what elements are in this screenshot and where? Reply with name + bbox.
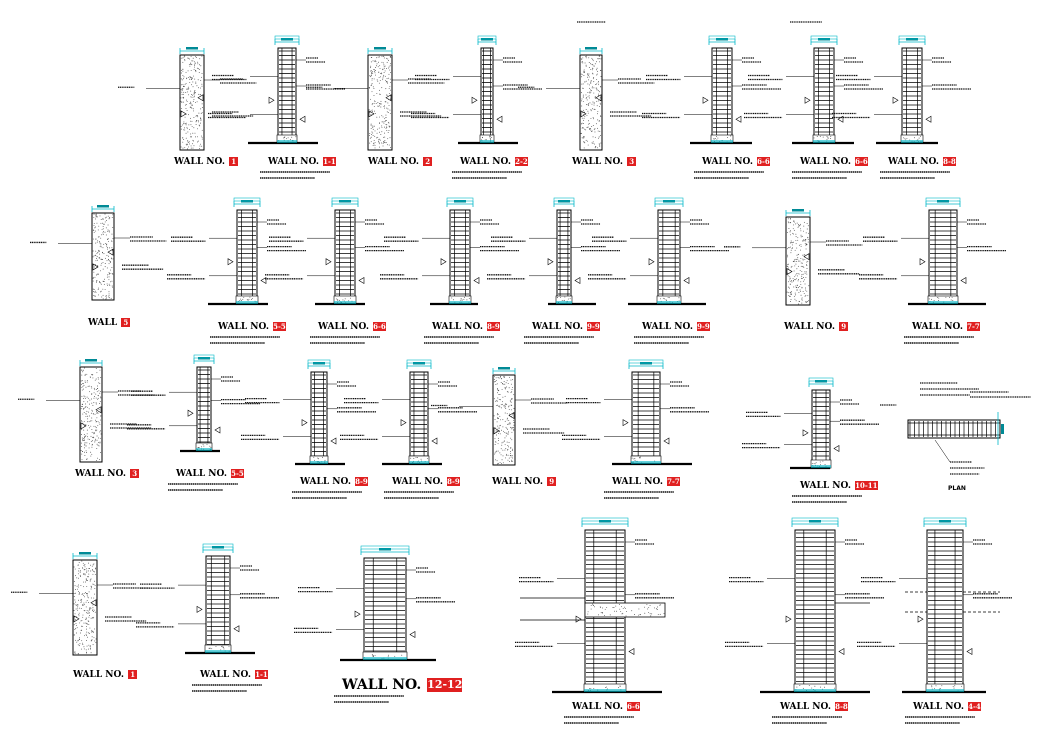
wall-section-19 xyxy=(241,360,376,464)
wall-caption-2 xyxy=(260,172,330,178)
wall-label-7 xyxy=(800,157,868,167)
wall-label-prefix: WALL NO. xyxy=(913,702,964,712)
wall-label-tag: 8-8 xyxy=(943,157,956,166)
wall-label-1 xyxy=(174,157,238,167)
wall-caption-6 xyxy=(694,172,764,178)
wall-label-prefix: WALL NO. xyxy=(174,157,225,167)
wall-label-tag: 8-8 xyxy=(835,702,848,711)
wall-caption-13 xyxy=(524,337,594,343)
wall-section-16 xyxy=(859,198,1006,304)
wall-label-tag: 6-6 xyxy=(855,157,868,166)
wall-label-12 xyxy=(432,322,500,332)
wall-label-26 xyxy=(342,677,462,693)
wall-section-24 xyxy=(11,552,149,655)
wall-label-27 xyxy=(572,702,640,712)
wall-label-tag: 4-4 xyxy=(968,702,981,711)
wall-label-prefix: WALL NO. xyxy=(532,322,583,332)
wall-label-prefix: WALL NO. xyxy=(800,157,851,167)
wall-label-13 xyxy=(532,322,600,332)
wall-label-14 xyxy=(642,322,710,332)
wall-label-tag: 6-6 xyxy=(627,702,640,711)
wall-label-tag: 9-9 xyxy=(587,322,600,331)
wall-label-18 xyxy=(176,469,244,479)
wall-label-15 xyxy=(784,322,848,332)
wall-label-tag: 7-7 xyxy=(667,477,680,486)
wall-label-prefix: WALL NO. xyxy=(784,322,835,332)
wall-label-16 xyxy=(912,322,980,332)
wall-label-20 xyxy=(392,477,460,487)
wall-label-22 xyxy=(612,477,680,487)
wall-label-tag: 1-1 xyxy=(323,157,336,166)
wall-caption-23 xyxy=(792,496,862,502)
wall-label-tag: 3 xyxy=(627,157,636,166)
wall-label-2 xyxy=(268,157,336,167)
wall-label-prefix: WALL NO. xyxy=(800,481,851,491)
wall-label-4 xyxy=(460,157,528,167)
wall-label-25 xyxy=(200,670,268,680)
wall-label-prefix: WALL NO. xyxy=(268,157,319,167)
wall-caption-14 xyxy=(634,337,704,343)
wall-label-tag: 8-9 xyxy=(355,477,368,486)
wall-section-6 xyxy=(642,36,781,143)
wall-caption-20 xyxy=(384,492,454,498)
wall-label-prefix: WALL NO. xyxy=(572,702,623,712)
wall-label-prefix: WALL xyxy=(88,318,118,328)
wall-section-10 xyxy=(167,198,306,304)
wall-label-prefix: WALL NO. xyxy=(318,322,369,332)
wall-label-prefix: WALL NO. xyxy=(218,322,269,332)
wall-label-17 xyxy=(75,469,139,479)
wall-section-21 xyxy=(431,367,567,465)
wall-label-19 xyxy=(300,477,368,487)
wall-label-tag: 1 xyxy=(128,670,137,679)
wall-label-tag: 7-7 xyxy=(967,322,980,331)
wall-label-9 xyxy=(88,318,130,328)
wall-label-prefix: WALL NO. xyxy=(612,477,663,487)
wall-label-prefix: WALL NO. xyxy=(460,157,511,167)
wall-label-tag: 1 xyxy=(229,157,238,166)
wall-caption-12 xyxy=(424,337,494,343)
wall-label-tag: 2 xyxy=(423,157,432,166)
wall-label-prefix: WALL NO. xyxy=(702,157,753,167)
wall-label-tag: 10-11 xyxy=(855,481,878,490)
wall-label-24 xyxy=(73,670,137,680)
wall-label-11 xyxy=(318,322,386,332)
wall-label-prefix: WALL NO. xyxy=(912,322,963,332)
wall-label-tag: 5 xyxy=(121,318,130,327)
wall-label-tag: 3 xyxy=(130,469,139,478)
wall-caption-22 xyxy=(604,492,674,498)
wall-section-23 xyxy=(742,378,879,468)
wall-label-tag: 1-1 xyxy=(255,670,268,679)
wall-section-4 xyxy=(411,36,542,143)
wall-label-tag: 9 xyxy=(839,322,848,331)
wall-label-tag: 12-12 xyxy=(427,678,463,691)
wall-caption-25 xyxy=(192,685,262,691)
wall-caption-29 xyxy=(905,717,975,723)
wall-label-6 xyxy=(702,157,770,167)
wall-label-prefix: WALL NO. xyxy=(780,702,831,712)
wall-section-5 xyxy=(518,47,654,150)
wall-label-tag: 5-5 xyxy=(231,469,244,478)
wall-label-tag: 2-2 xyxy=(515,157,528,166)
wall-label-prefix: WALL NO. xyxy=(75,469,126,479)
wall-caption-7 xyxy=(792,172,862,178)
wall-caption-26 xyxy=(334,696,404,702)
wall-label-prefix: WALL NO. xyxy=(200,670,251,680)
wall-label-prefix: WALL NO. xyxy=(73,670,124,680)
wall-label-prefix: WALL NO. xyxy=(392,477,443,487)
wall-caption-27 xyxy=(564,717,634,723)
wall-label-prefix: WALL NO. xyxy=(300,477,351,487)
wall-label-prefix: WALL NO. xyxy=(342,677,422,693)
plan-label: PLAN xyxy=(948,485,966,492)
wall-section-17 xyxy=(18,359,154,462)
wall-label-10 xyxy=(218,322,286,332)
wall-section-15 xyxy=(724,209,862,305)
wall-label-28 xyxy=(780,702,848,712)
wall-label-tag: 5-5 xyxy=(273,322,286,331)
wall-section-25 xyxy=(136,544,279,653)
wall-label-8 xyxy=(888,157,956,167)
wall-section-12 xyxy=(380,198,519,304)
wall-caption-4 xyxy=(452,172,522,178)
wall-label-23 xyxy=(800,481,878,491)
wall-section-7 xyxy=(744,36,883,143)
wall-caption-16 xyxy=(904,337,974,343)
wall-caption-8 xyxy=(880,172,950,178)
wall-section-22 xyxy=(562,360,709,464)
wall-section-3 xyxy=(306,47,444,150)
wall-caption-19 xyxy=(292,492,362,498)
wall-label-prefix: WALL NO. xyxy=(572,157,623,167)
wall-label-21 xyxy=(492,477,556,487)
wall-caption-18 xyxy=(168,484,238,490)
wall-label-tag: 8-9 xyxy=(447,477,460,486)
wall-label-prefix: WALL NO. xyxy=(888,157,939,167)
wall-label-5 xyxy=(572,157,636,167)
wall-label-prefix: WALL NO. xyxy=(642,322,693,332)
wall-label-tag: 9 xyxy=(547,477,556,486)
wall-label-tag: 6-6 xyxy=(373,322,386,331)
wall-label-tag: 6-6 xyxy=(757,157,770,166)
wall-caption-10 xyxy=(210,337,280,343)
wall-section-18 xyxy=(127,355,260,451)
wall-label-prefix: WALL NO. xyxy=(176,469,227,479)
wall-section-26 xyxy=(294,546,455,660)
wall-section-29 xyxy=(857,518,1012,692)
wall-section-9 xyxy=(30,205,166,300)
wall-label-tag: 9-9 xyxy=(697,322,710,331)
wall-caption-28 xyxy=(772,717,842,723)
wall-caption-11 xyxy=(310,337,380,343)
wall-label-prefix: WALL NO. xyxy=(492,477,543,487)
wall-label-tag: 8-9 xyxy=(487,322,500,331)
wall-label-3 xyxy=(368,157,432,167)
plan-detail xyxy=(880,383,1031,474)
wall-label-29 xyxy=(913,702,981,712)
wall-section-2 xyxy=(208,36,345,143)
wall-section-1 xyxy=(118,47,256,150)
wall-section-8 xyxy=(832,36,971,143)
wall-section-28 xyxy=(725,518,884,692)
wall-label-prefix: WALL NO. xyxy=(368,157,419,167)
wall-label-prefix: WALL NO. xyxy=(432,322,483,332)
wall-section-13 xyxy=(487,198,620,304)
